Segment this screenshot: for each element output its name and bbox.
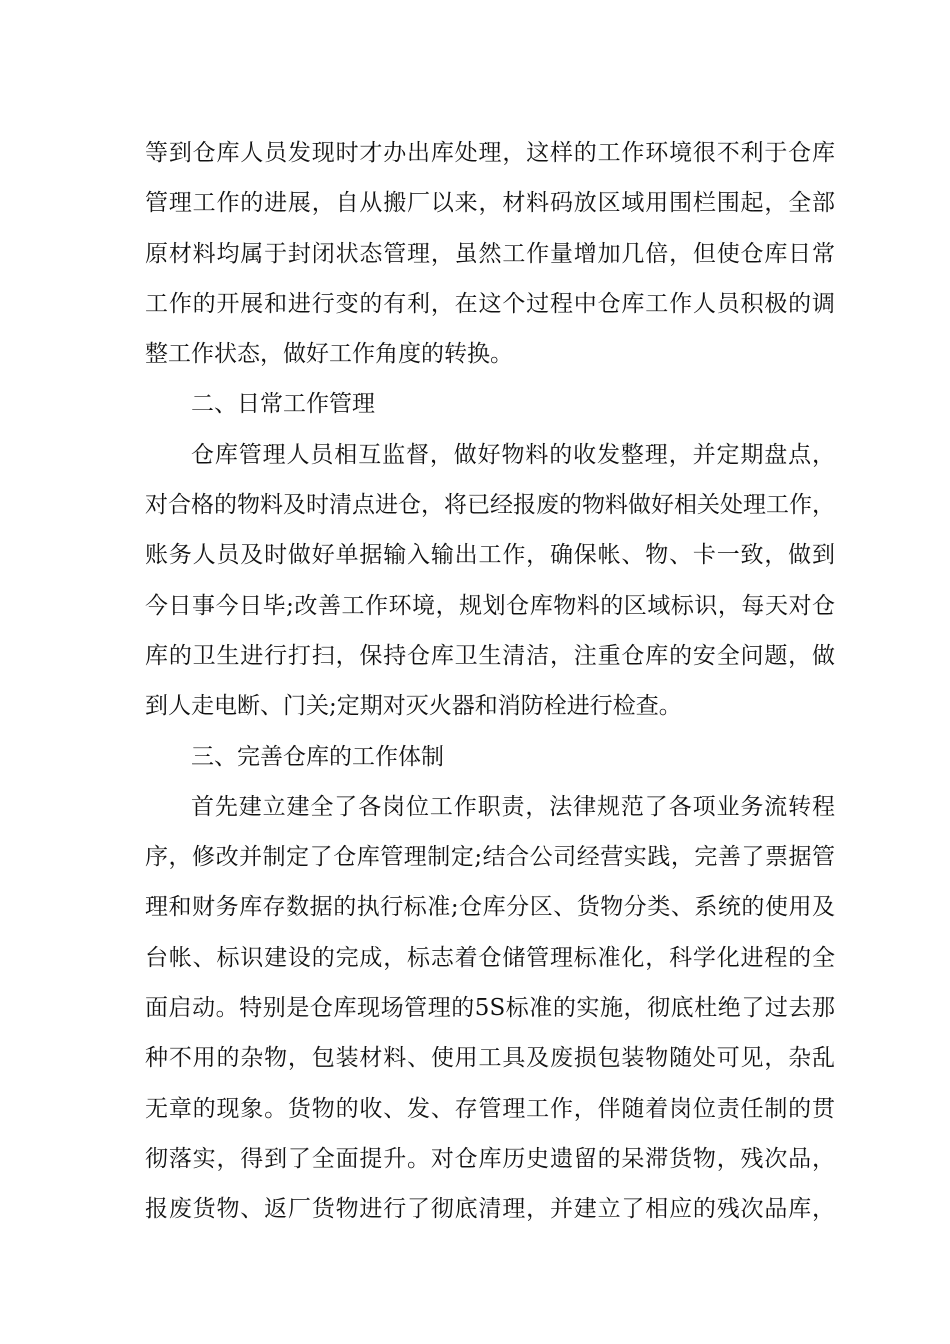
section-heading: 三、完善仓库的工作体制	[191, 743, 444, 770]
paragraph-line: 彻落实，得到了全面提升。对仓库历史遗留的呆滞货物，残次品，	[145, 1145, 835, 1172]
paragraph-line: 账务人员及时做好单据输入输出工作，确保帐、物、卡一致，做到	[145, 542, 835, 569]
paragraph-line: 仓库管理人员相互监督，做好物料的收发整理，并定期盘点，	[191, 441, 835, 468]
document-body	[145, 128, 835, 1235]
paragraph-line: 原材料均属于封闭状态管理，虽然工作量增加几倍，但使仓库日常	[145, 240, 835, 267]
paragraph-line: 序，修改并制定了仓库管理制定;结合公司经营实践，完善了票据管	[145, 844, 835, 871]
paragraph-line: 理和财务库存数据的执行标准;仓库分区、货物分类、系统的使用及	[145, 894, 835, 921]
paragraph-line: 今日事今日毕;改善工作环境，规划仓库物料的区域标识，每天对仓	[145, 592, 835, 619]
paragraph-line: 工作的开展和进行变的有利，在这个过程中仓库工作人员积极的调	[145, 290, 835, 317]
paragraph-line: 整工作状态，做好工作角度的转换。	[145, 341, 513, 368]
paragraph-line: 首先建立建全了各岗位工作职责，法律规范了各项业务流转程	[191, 793, 835, 820]
paragraph-line: 到人走电断、门关;定期对灭火器和消防栓进行检查。	[145, 693, 682, 720]
paragraph-line: 等到仓库人员发现时才办出库处理，这样的工作环境很不利于仓库	[145, 140, 835, 166]
paragraph-line: 无章的现象。货物的收、发、存管理工作，伴随着岗位责任制的贯	[145, 1095, 835, 1122]
paragraph-line: 管理工作的进展，自从搬厂以来，材料码放区域用围栏围起，全部	[145, 190, 835, 217]
paragraph-line: 种不用的杂物，包装材料、使用工具及废损包装物随处可见，杂乱	[145, 1045, 835, 1072]
paragraph-line: 台帐、标识建设的完成，标志着仓储管理标准化，科学化进程的全	[145, 944, 835, 971]
paragraph-line: 报废货物、返厂货物进行了彻底清理，并建立了相应的残次品库，	[145, 1196, 835, 1223]
paragraph-line: 对合格的物料及时清点进仓，将已经报废的物料做好相关处理工作，	[145, 492, 835, 519]
paragraph-line: 面启动。特别是仓库现场管理的5S标准的实施，彻底杜绝了过去那	[145, 995, 835, 1022]
paragraph-line: 库的卫生进行打扫，保持仓库卫生清洁，注重仓库的安全问题，做	[145, 642, 835, 669]
section-heading: 二、日常工作管理	[191, 391, 375, 418]
